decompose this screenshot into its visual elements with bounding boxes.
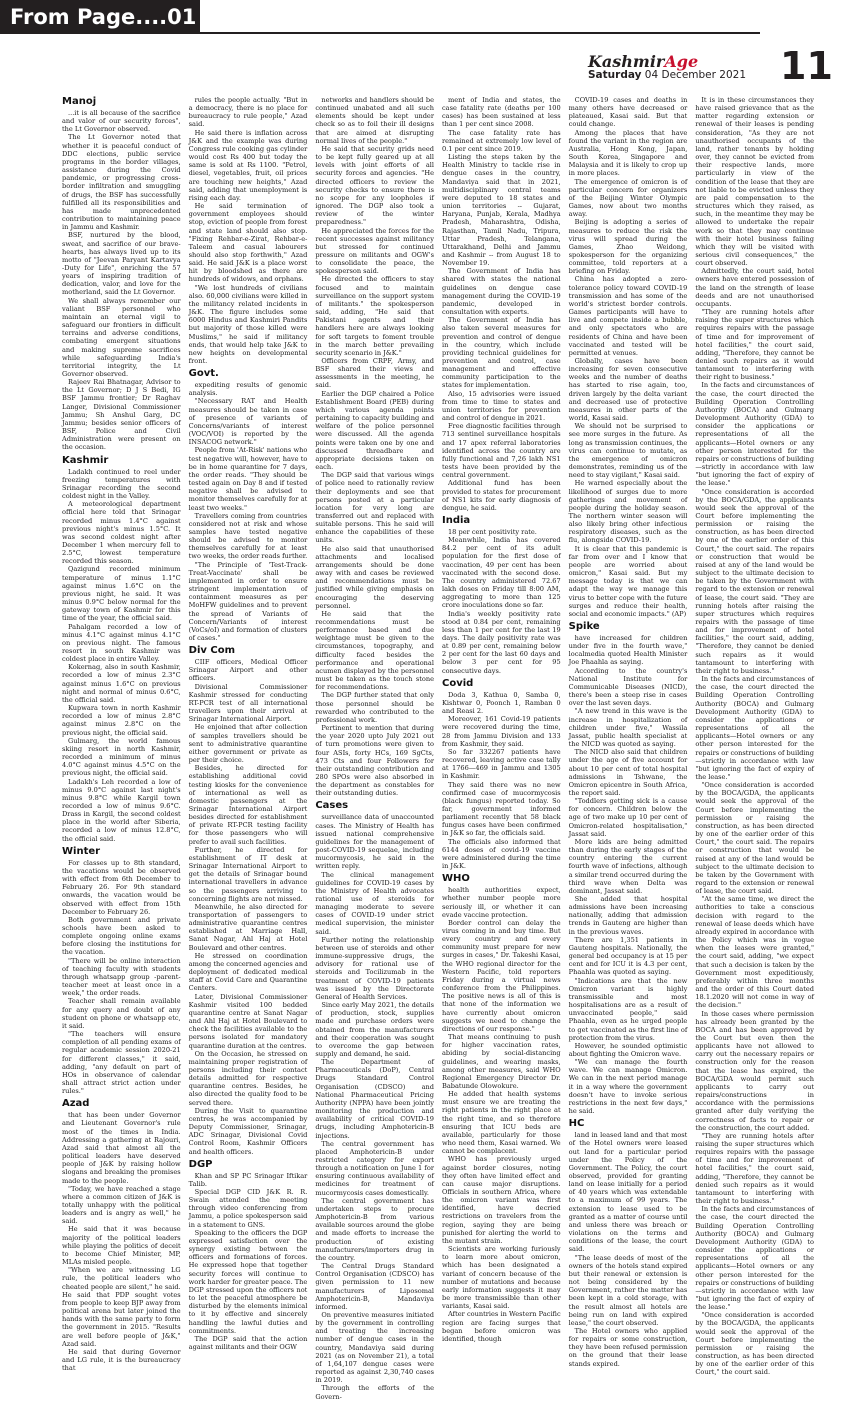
story-paragraph: More kids are being admitted than during the early stages of the country entering the current fourth wave of infections, although a similar trend occurred during the third wave when Delta was dominant, Jassat said. [568,837,688,895]
story-paragraph: that has been under Governor and Lieutenant Governor's rule most of the times in India. Addressing a gathering at Rajouri, Azad said that almost all the political leaders have deserved people of J&K by raising hollow slogans and breaking the promises made to the people. [62,1111,181,1185]
story-headline: WHO [441,873,470,885]
story-paragraph: He said that security grids need to be kept fully geared up at all levels with joint efforts of all security forces and agencies. "He directed officers to review the security checks to ensure there is no scope for any loopholes if ignored. The DGP also took a review of the winter preparedness." [315,144,434,227]
story-headline: Winter [62,845,101,857]
story-paragraph: 18 per cent positivity rate. [447,527,537,536]
masthead-rule [200,32,760,34]
story-paragraph: The DGP said that the action against militants and their OGW [188,1334,308,1351]
story-paragraph: Meanwhile, India has covered 84.2 per cent of its adult population for the first dose of vaccination, 49 per cent has been vaccinated with the second dose. The country administered 72.67 lakh doses on Friday till 8:00 AM, aggregating to more than 125 crore inoculations done so far. [441,536,561,610]
story-paragraph: Meanwhile, he also directed for transportation of passengers to administrative quarantine centres established at Marriage Hall, Sanat Nagar, Ahl Haj at Hotel Boulevard and other centres. [188,902,308,952]
story-headline: HC [568,1118,585,1130]
story-paragraph: He appreciated the forces for the recent successes against militancy but stressed for continued pressure on militants and OGW's to consolidate the peace, the spokesperson said. [315,226,434,276]
story-paragraph: People from 'At-Risk' nations who test negative will, however, have to be in home quarantine for 7 days, the order reads. "They should be tested again on Day 8 and if tested negative shall be advised to monitor themselves carefully for at least two weeks." [188,446,308,512]
story-paragraph: Through the efforts of the Govern- [315,1384,434,1401]
story-paragraph: The NICD also said that children under the age of five account for about 10 per cent of total hospital admissions in Tshwane, the Omicron epicentre in South Africa, the report said. [568,748,688,797]
column-5 [569,96,688,1401]
story-paragraph: He also said that unauthorised attachments and localised arrangements should be done away with and cases be reviewed and recommendations must be justified while giving emphasis on encouraging the deserving personnel. [315,544,434,610]
story-paragraph: BSF, nurtured by the blood, sweat, and sacrifice of our brave-hearts, has always lived up to its motto of "Jeevan Paryant Kartavya -Duty for Life", enriching the 57 years of inspiring tradition of dedication, valor, and love for the motherland, said the Lt Governor. [62,231,181,297]
story-paragraph: Listing the steps taken by the Health Ministry to tackle rise in dengue cases in the country, Mandaviya said that in 2021, multidisciplinary central teams were deputed to 18 states and union territories -- Gujarat, Haryana, Punjab, Kerala, Madhya Pradesh, Maharashtra, Odisha, Rajasthan, Tamil Nadu, Tripura, Uttar Pradesh, Telangana, Uttarakhand, Delhi and Jammu and Kashmir -- from August 18 to November 19. [441,153,561,268]
story-paragraph: "Once consideration is accorded by the BOCA/GDA, the applicants would seek the approval of the Court before implementing the permission or raising the construction, as has been directed by one of the earlier order of this Court," the court said. The repairs or construction that would be raised at any of the land would be subject to the ultimate decision to be taken by the Government with regard to the extension or renewal of lease, the court said. [695,781,814,896]
story-paragraph: Moreover, 161 Covid-19 patients were recovered during the time, 28 from Jammu Division and 133 from Kashmir, they said. [441,715,561,748]
story-paragraph: We shall always remember our valiant BSF personnel who maintain an eternal vigil to safeguard our frontiers in difficult terrains and adverse conditions, combating emergent situations and making supreme sacrifices while safeguarding India's territorial integrity, the Lt Governor observed. [62,296,181,378]
story-paragraph: The central government has placed Amphotericin-B under restricted category for export through a notification on June 1 for ensuring continuous availability of medicines for treatment of mucormycosis cases domestically. [315,1139,434,1197]
story-paragraph: The Hotel owners who applied for repairs or some construction, they have been refused permission on the ground that their lease stands expired. [568,1326,688,1368]
story-paragraph: Pahalgam recorded a low of minus 4.1°C against minus 4.1°C on previous night. The famous resort in south Kashmir was coldest place in entire Valley. [62,622,181,664]
story-paragraph: "We lost hundreds of civilians also. 60,000 civilians were killed in the militancy related incidents in J&K. The figure includes some 6000 Hindus and Kashmiri Pandits but majority of those killed were Muslims," he said if militancy ends, that would help take J&K to new heights on developmental front. [188,283,308,365]
story-paragraph: "They are running hotels after raising the super structures which requires repairs with the passage of time and for improvement of hotel facilities," the court said, adding, "Therefore, they cannot be denied such repairs as it would tantamount to interfering with their right to business." [695,308,814,382]
masthead [0,0,848,88]
story-paragraph: Among the places that have found the variant in the region are Australia, Hong Kong, Japan, South Korea, Singapore and Malaysia and it is likely to crop up in more places. [568,128,688,178]
story-paragraph: In the facts and circumstances of the case, the court directed the Building Operation Controlling Authority (BOCA) and Gulmarg Development Authority (GDA) to consider the applications or representations of all the applicants—Hotel owners or any other person interested for the repairs or constructions of building—strictly in accordance with law "but ignoring the fact of expiry of the lease." [695,381,814,488]
story-paragraph: "Today, we have reached a stage where a common citizen of J&K is totally unhappy with the political leaders and is angry as well," he said. [62,1184,181,1226]
story-paragraph: The Central Drugs Standard Control Organisation (CDSCO) has given permission to 11 new manufacturers of Liposomal Amphotericin-B, Mandaviya informed. [315,1262,434,1311]
story-paragraph: Kokernag, also in south Kashmir, recorded a low of minus 2.3°C against minus 1.6°C on previous night and normal of minus 0.6°C, the official said. [62,663,181,704]
story-paragraph: expediting results of genomic analysis. [188,381,308,398]
story-paragraph: He directed the officers to stay focused and to maintain surveillance on the support system of militants." the spokesperson said, adding, "He said that Pakistani agents and their handlers here are always looking for soft targets to foment trouble in the march better prevailing security scenario in J&K." [315,275,434,357]
story-paragraph: Additional fund has been provided to states for procurement of NS1 kits for early diagnosis of dengue, he said. [441,479,561,512]
story-paragraph: Divisional Commissioner Kashmir stressed for conducting RT-PCR test of all international travellers upon their arrival at Srinagar International Airport. [188,682,308,724]
story-paragraph: Travellers coming from countries considered not at risk and whose samples have tested negative should be advised to monitor themselves carefully for at least two weeks, the order reads further. [188,511,308,561]
story-paragraph: They said there was no new confirmed case of mucormycosis (black fungus) reported today. So far, government informed parliament recently that 58 black fungus cases have been confirmed in J&K so far, the officials said. [441,780,561,838]
story-paragraph: Globally, cases have been increasing for seven consecutive weeks and the number of deaths has started to rise again, too, driven largely by the delta variant and decreased use of protective measures in other parts of the world, Kasai said. [568,357,688,423]
story-paragraph: "We can manage the fourth wave. We can manage Omicron. We can in the next period manage it in a way where the government doesn't have to invoke serious restrictions in the next few days," he said. [568,1058,688,1116]
column-1 [62,96,181,1401]
story-paragraph: The case fatality rate has remained at extremely low level of 0.1 per cent since 2019. [441,128,561,153]
story-paragraph: Ladakh's Leh recorded a low of minus 9.0°C against last night's minus 9.8°C while Kargil town recorded a low of minus 9.6°C. Drass in Kargil, the second coldest place in the world after Siberia, recorded a low of minus 12.8°C, the official said. [62,777,181,843]
story-paragraph: In those cases where permission has already been granted by the BOCA and has been approved by the Court but even then the applicants have not allowed to carry out the necessary repairs or construction only for the reason that the lease has expired, the BOCA/GDA would permit such applicants to carry out repairs/constructions in accordance with the permissions granted after duly verifying the correctness of facts to repair or the construction, the court added. [695,1009,814,1132]
story-paragraph: It is clear that this pandemic is far from over and I know that people are worried about omicron," Kasai said. But my message today is that we can adapt the way we manage this virus to better cope with the future surges and reduce their health, social and economic impacts." (AP) [568,544,688,618]
story-paragraph: He said that during Governor and LG rule, it is the bureaucracy that [62,1347,181,1373]
dateline-date: 04 December 2021 [644,69,747,81]
story-paragraph: Scientists are working furiously to learn more about omicron, which has been designated a variant of concern because of the number of mutations and because early information suggests it may be more transmissible than other variants, Kasai said. [441,1245,561,1311]
story-paragraph: have increased for children under five in the fourth wave," localmedia quoted Health Minister Joe Phaahla as saying. [568,634,688,667]
story-paragraph: He enjoined that after collection of samples travellers should be sent to administrative quarantine either government or private as per their choice. [188,723,308,765]
story-paragraph: In the facts and circumstances of the case, the court directed the Building Operation Controlling Authority (BOCA) and Gulmarg Development Authority (GDA) to consider the applications or representations of all the applicants—Hotel owners or any other person interested for the repairs or constructions of building—strictly in accordance with law "but ignoring the fact of expiry of the lease." [695,1205,814,1312]
story-paragraph: A meteorological department official here told that Srinagar recorded minus 1.4°C against previous night's minus 1.5°C. It was second coldest night after December 1 when mercury fell to 2.5°C, lowest temperature recorded this season. [62,500,181,566]
story-paragraph: He said that it was because majority of the political leaders while playing the politics of deceit to become Chief Minister, MP, MLAs misled people. [62,1225,181,1267]
story-headline: India [441,514,471,526]
story-paragraph: ment of India and states, the case fatality rate (deaths per 100 cases) has been sustained at less than 1 per cent since 2008. [441,96,561,129]
story-paragraph: "Toddlers getting sick is a cause for concern. Children below the age of two make up 10 per cent of Omicron-related hospitalisation," Jassat said. [568,797,688,838]
story-paragraph: Qazigund recorded minimum temperature of minus 1.1°C against minus 1.6°C on the previous night, he said. It was minus 0.9°C below normal for the gateway town of Kashmir for this time of the year, the official said. [62,565,181,623]
story-paragraph: "Indications are that the new Omicron variant is highly transmissible and most hospitalisations are as a result of unvaccinated people," said Phaahla, even as he urged people to get vaccinated as the first line of protection from the virus. [568,976,688,1042]
story-paragraph: So far 332267 patients have recovered, leaving active case tally at 1766—469 in Jammu and 1305 in Kashmir. [441,747,561,781]
story-paragraph: According to the country's National Institute for Communicable Diseases (NICD), there's been a steep rise in cases over the last seven days. [568,666,688,708]
story-paragraph: Pertinent to mention that during the year 2020 upto July 2021 out of turn promotions were given to four ASIs, forty HCs, 169 SgCts, 473 Cts and four Followers for their outstanding contribution and 280 SPOs were also absorbed in the department as constables for their outstanding duties. [315,724,434,798]
story-headline: Spike [568,621,600,632]
story-paragraph: The officials also informed that 6144 doses of covid-19 vaccine were administered during the time in J&K. [441,837,561,871]
story-paragraph: He stressed on coordination among the concerned agencies and deployment of dedicated medical staff at Covid Care and Quarantine Centers. [188,951,308,993]
logo-main: Kashmir [588,52,665,71]
story-paragraph: Admittedly, the court said, hotel owners have entered possession of the land on the strength of lease deeds and are not unauthorised occupants. [695,267,814,308]
story-paragraph: Khan and SP PC Srinagar Iftikar Talib. [188,1171,308,1188]
story-paragraph: "They are running hotels after raising the super structures which requires repairs with the passage of time and for improvement of hotel facilities," the court said, adding, "Therefore, they cannot be denied such repairs as it would tantamount to interfering with their right to business." [695,1131,814,1206]
story-paragraph: "At the same time, we direct the authorities to take a conscious decision with regard to the renewal of lease deeds which have already expired in accordance with the Policy which was in vogue when the leases were granted," the court said, adding, "we expect that such a decision is taken by the Government most expeditiously, preferably within three months and the order of this Court dated 18.1.2020 will not come in way of the decision." [695,895,814,1010]
story-headline: Govt. [188,368,219,380]
story-paragraph: Doda 3, Kathua 0, Samba 0, Kishtwar 0, Poonch 1, Ramban 0 and Reasi 2. [441,690,561,716]
story-paragraph: Further, he directed for establishment of IT desk at Srinagar International Airport to get the details of Srinagar bound international travellers in advance so the passengers arriving to concerning flights are not missed. [188,845,308,903]
story-paragraph: CIIF officers, Medical Officer Srinagar Airport and other officers. [188,658,308,683]
story-paragraph: Since early May 2021, the details of production, stock, supplies made and purchase orders were obtained from the manufacturers and their cooperation was sought to overcome the gap between supply and demand, he said. [315,1001,434,1058]
story-paragraph: "Once consideration is accorded by the BOCA/GDA, the applicants would seek the approval of the Court before implementing the permission or raising the construction, as has been directed by one of the earlier order of this Court," the court said. [695,1311,814,1377]
story-paragraph: Both government and private schools have been asked to complete ongoing online exams before closing the institutions for the vacation. [62,915,181,957]
story-paragraph: "A new trend in this wave is the increase in hospitalization of children under five," Wassila Jassat, public health specialist at the NICD was quoted as saying. [568,707,688,749]
story-headline: Kashmir [62,454,109,466]
page-number: 11 [780,44,833,88]
story-paragraph: Speaking to the officers the DGP expressed satisfaction over the synergy existing between the officers and formations of forces. He expressed hope that together security forces will continue to work harder for greater peace. The DGP stressed upon the officers not to let the peaceful atmosphere be disturbed by the elements inimical to it by effective and sincerely handling the lawful duties and commitments. [188,1228,308,1335]
story-paragraph: surveillance data of unaccounted cases. The Ministry of Health has issued national comprehensive guidelines for the management of post-COVID-19 sequelae, including mucormycosis, he said in the written reply. [315,813,434,871]
story-paragraph: land in leased land and that most of the Hotel owners were leased out land for a particular period under the Policy of the Government. The Policy, the court observed, provided for granting land on lease initially for a period of 40 years which was extendable to a maximum of 99 years. The extension to lease used to be granted as a matter of course until and unless there was breach or violations on the terms and conditions of the lease, the court said. [568,1131,688,1254]
story-paragraph: Free diagnostic facilities through 713 sentinel surveillance hospitals and 17 apex referral laboratories identified across the country are fully functional and 7,26 lakh NS1 tests have been provided by the central government. [441,422,561,480]
story-paragraph: She added that hospital admissions have been increasing nationally, adding that admission trends in Gauteng are higher than in the previous waves. [568,895,688,936]
story-paragraph: Border control can delay the virus coming in and buy time. But every country and every community must prepare for new surges in cases," Dr. Takeshi Kasai, the WHO regional director for the Western Pacific, told reporters Friday during a virtual news conference from the Philippines. The positive news is all of this is that none of the information we have currently about omicron suggests we need to change the directions of our response." [441,918,561,1033]
story-paragraph: The Government of India has shared with states the national guidelines on dengue case management during the COVID-19 pandemic, developed in consultation with experts. [441,267,561,317]
story-paragraph: "The lease deeds of most of the owners of the hotels stand expired but their renewal or extension is not being considered by the Government, rather the matter has been kept in a cold storage, with the result almost all hotels are being run on land with expired lease," the court observed. [568,1253,688,1327]
story-headline: Azad [62,1098,90,1110]
story-headline: Manoj [62,96,97,107]
story-paragraph: That means continuing to push for higher vaccination rates, abiding by social-distancing guidelines, and wearing masks, among other measures, said WHO Regional Emergency Director Dr. Babatunde Olowokure. [441,1033,561,1090]
story-paragraph: We should not be surprised to see more surges in the future. As long as transmission continues, the virus can continue to mutate, as the emergence of omicron demonstrates, reminding us of the need to stay vigilant," Kasai said. [568,422,688,480]
story-paragraph: Kupwara town in north Kashmir recorded a low of minus 2.8°C against minus 2.8°C on the previous night, the official said. [62,704,181,737]
story-paragraph: There are 1,351 patients in Gauteng hospitals. Nationally, the general bed occupancy is at 15 per cent and for ICU it is 4.3 per cent, Phaahla was quoted as saying. [568,935,688,977]
article-columns [62,96,814,1401]
story-paragraph: The clinical management guidelines for COVID-19 cases by the Ministry of Health advocates rational use of steroids for managing moderate to severe cases of COVID-19 under strict medical supervision, the minister said. [315,870,434,936]
story-paragraph: During the Visit to quarantine centres, he was accompanied by Deputy Commissioner, Srinagar, ADC Srinagar, Divisional Covid Control Room, Kashmir Officers and health officers. [188,1106,308,1156]
story-paragraph: "The teachers will ensure completion of all pending exams of regular academic session 2020-21 for different classes," it said, adding, "any default on part of HOs in observance of calendar shall attract strict action under rules." [62,1030,181,1096]
story-paragraph: "When we are witnessing LG rule, the political leaders who cheated people are silent," he said. He said that PDP sought votes from people to keep BJP away from political arena but later joined the hands with the same party to form the government in 2015. "Results are well before people of J&K," Azad said. [62,1266,181,1348]
story-paragraph: He said there is inflation across J&K and the example was during Congress rule cooking gas cylinder would cost Rs 400 but today the same is sold at Rs 1100. "Petrol, diesel, vegetables, fruit, oil prices are touching new heights," Azad said, adding that unemployment is rising each day. [188,128,308,202]
story-paragraph: Earlier the DGP chaired a Police Establishment Board (PEB) during which various agenda points pertaining to capacity building and welfare of the police personnel were discussed. All the agenda points were taken one by one and discussed threadbare and appropriate decisions taken on each. [315,389,434,472]
story-paragraph: Also, 15 advisories were issued from time to time to states and union territories for prevention and control of dengue in 2021. [441,389,561,423]
story-paragraph: Special DGP CID J&K R. R. Swain attended the meeting through video conferencing from Jammu, a police spokesperson said in a statement to GNS. [188,1188,308,1229]
column-4 [442,96,561,1401]
story-headline: Div Com [188,645,236,657]
story-paragraph: networks and handlers should be continued unabated and all such elements should be kept under check so as to foil their ill designs that are aimed at disrupting normal lives of the people." [315,96,434,145]
story-paragraph: Later, Divisional Commissioner Kashmir visited 100 bedded quarantine centre at Sanat Nagar and Ahl Haj at Hotel Boulevard to check the facilities available to the persons isolated for mandatory quarantine duration at the centres. [188,992,308,1050]
story-paragraph: China has adopted a zero-tolerance policy toward COVID-19 transmission and has some of the world's strictest border controls. Games participants will have to live and compete inside a bubble, and only spectators who are residents of China and have been vaccinated and tested will be permitted at venues. [568,275,688,357]
story-paragraph: ...it is all because of the sacrifice and valor of our security forces", the Lt Governor observed. [62,109,181,134]
story-paragraph: Besides, he directed for establishing additional covid testing kiosks for the convenience of international as well as domestic passengers at the Srinagar International Airport besides directed for establishment of private RT-PCR testing facility for those passengers who will prefer to avail such facilities. [188,764,308,846]
story-paragraph: The Department of Pharmaceuticals (DoP), Central Drugs Standard Control Organisation (CDSCO) and National Pharmaceutical Pricing Authority (NPPA) have been jointly monitoring the production and availability of critical COVID-19 drugs, including Amphotericin-B injections. [315,1058,434,1140]
story-paragraph: He said termination of government employees should stop, eviction of people from forest and state land should also stop. "Fixing Rehbar-e-Zirat, Rehbar-e-Taleem and casual labourers should also stop forthwith," Azad said. He said J&K is a place worst hit by bloodshed as there are hundreds of widows, and orphans. [188,202,308,284]
story-paragraph: It is in these circumstances they have raised grievance that as the matter regarding extension or renewal of their leases is pending consideration, "As they are not unauthorised occupants of the land, rather tenants by holding over, they cannot be evicted from their respective lands, more particularly in view of the condition of the lease that they are not liable to be evicted unless they are paid compensation to the structures which they raised, as such, in the meantime they may be allowed to undertake the repair work so that they may continue with their hotel business failing which they will be visited with serious civil consequences," the court observed. [695,96,814,268]
story-paragraph: The central government has undertaken steps to procure Amphotericin-B from various available sources around the globe and made efforts to increase the production of existing manufacturers/importers drug in the country. [315,1196,434,1262]
column-6 [695,96,814,1401]
logo-accent: Age [664,52,699,71]
story-paragraph: "Necessary RAT and Health measures should be taken in case of presence of variants of Concerns/variants of interest (VOC/VOI) is reported by the INSACOG network." [188,397,308,447]
story-headline: Cases [315,800,349,812]
story-paragraph: WHO has previously urged against border closures, noting they often have limited effect and can cause major disruptions. Officials in southern Africa, where the omicron variant was first identified, have decried restrictions on travelers from the region, saying they are being punished for alerting the world to the mutant strain. [441,1155,561,1245]
story-paragraph: He said that the recommendations must be performance based and due weightage must be given to the circumstances, topography, and difficulty faced besides the performance and operational acumen displayed by the personnel must be taken as the touch stone for recommendations. [315,609,434,692]
story-paragraph: "There will be online interaction of teaching faculty with students through whatsapp group -parent-teacher meet at least once in a week," the order reads. [62,956,181,998]
story-paragraph: Beijing is adopting a series of measures to reduce the risk the virus will spread during the Games, Zhao Weidong, spokesperson for the organizing committee, told reporters at a briefing on Friday. [568,218,688,276]
story-paragraph: On preventive measures initiated by the government in controlling and treating the increasing number of dengue cases in the country, Mandaviya said during 2021 (as on November 21), a total of 1,64,107 dengue cases were reported as against 2,30,740 cases in 2019. [315,1310,434,1385]
column-2 [189,96,308,1401]
story-paragraph: India's weekly positivity rate stood at 0.84 per cent, remaining less than 1 per cent for the last 19 days. The daily positivity rate was at 0.89 per cent, remaining below 2 per cent for the last 60 days and below 3 per cent for 95 consecutive days. [441,609,561,675]
story-headline: Covid [441,677,474,689]
story-paragraph: The Lt Governor noted that whether it is peaceful conduct of DDC elections, public service programs in the border villages, assistance during the Covid pandemic, or progressing cross-border infiltration and smuggling of drugs, the BSF has successfully fulfilled all its responsibilities and has made unprecedented contribution to maintaining peace in Jammu and Kashmir. [62,133,181,232]
story-paragraph: Gulmarg, the world famous skiing resort in north Kashmir, recorded a minimum of minus 4.0°C against minus 4.5°C on the previous night, the official said. [62,736,181,778]
story-paragraph: For classes up to 8th standard, the vacations would be observed with effect from 6th December to February 26. For 9th standard onwards, the vacation would be observed with effect from 15th December to February 26. [62,858,181,916]
story-paragraph: The emergence of omicron is of particular concern for organizers of the Beijing Winter Olympic Games, now about two months away. [568,177,688,219]
story-paragraph: "The Principle of 'Test-Track-Treat-Vaccinate' shall be implemented in order to ensure stringent implementation of containment measures as per MoHFW guidelines and to prevent the spread of Variants of Concern/Variants of interest (VoCs/oI) and formation of clusters of cases." [188,560,308,642]
story-paragraph: The Government of India has also taken several measures for prevention and control of dengue in the country, which include providing technical guidelines for prevention and control, case management and effective community participation to the states for implementation. [441,316,561,390]
dateline [588,69,746,81]
story-paragraph: In the facts and circumstances of the case, the court directed the Building Operation Controlling Authority (BOCA) and Gulmarg Development Authority (GDA) to consider the applications or representations of all the applicants—Hotel owners or any other person interested for the repairs or constructions of building—strictly in accordance with law "but ignoring the fact of expiry of the lease." [695,675,814,781]
story-paragraph: After countries in Western Pacific region are facing surges that began before omicron was identified, though [441,1310,561,1343]
story-paragraph: Officers from CRPF, Army, and BSF shared their views and assessments in the meeting, he said. [315,357,434,390]
story-paragraph: He warned especially about the likelihood of surges due to more gatherings and movement of people during the holiday season. The northern winter season will also likely bring other infectious respiratory diseases, such as the flu, alongside COVID-19. [568,479,688,545]
story-paragraph: "Once consideration is accorded by the BOCA/GDA, the applicants would seek the approval of the Court before implementing the permission or raising the construction, as has been directed by one of the earlier order of this Court," the court said. The repairs or construction that would be raised at any of the land would be subject to the ultimate decision to be taken by the Government with regard to the extension or renewal of lease, the court said. "They are running hotels after raising the super structures which requires repairs with the passage of time and for improvement of hotel facilities," the court said, adding, "Therefore, they cannot be denied such repairs as it would tantamount to interfering with their right to business." [695,487,814,675]
story-paragraph: Teacher shall remain available for any query and doubt of any student on phone or whatsapp etc, it said. [62,997,181,1030]
story-paragraph: rules the people actually. "But in a democracy, there is no place for bureaucracy to rule people," Azad said. [188,96,308,129]
story-paragraph: He added that health systems must ensure we are treating the right patients in the right place at the right time, and so therefore ensuring that ICU beds are available, particularly for those who need them, Kasai warned. We cannot be complacent. [441,1090,561,1156]
story-paragraph: The DGP said that various wings of police need to rationally review their deployments and see that persons posted at a particular location for very long are transferred out and replaced with suitable persons. This he said will enhance the capabilities of these units. [315,471,434,545]
story-paragraph: Ladakh continued to reel under freezing temperatures with Srinagar recording the second coldest night in the Valley. [62,467,181,501]
dateline-day: Saturday [588,69,642,81]
story-paragraph: On the Occasion, he stressed on maintaining proper registration of persons including their contact details admitted for respective quarantine centres. Besides, he also directed the quality food to be served there. [188,1049,308,1107]
story-paragraph: Further noting the relationship between use of steroids and other immune-suppressive drugs, the advisory for rational use of steroids and Tocilizumab in the treatment of COVID-19 patients was issued by the Directorate General of Health Services. [315,935,434,1001]
story-paragraph: However, he sounded optimistic about fighting the Omicron wave. [568,1041,688,1058]
column-3 [315,96,434,1401]
story-paragraph: COVID-19 cases and deaths in many others have decreased or plateaued, Kasai said. But that could change. [568,96,688,129]
section-banner: From Page....01 [0,0,200,34]
story-paragraph: health authorities expect, whether number people more seriously ill, or whether it can evade vaccine protection. [441,886,561,919]
story-paragraph: The DGP further stated that only those personnel should be rewarded who contributed to the professional work. [315,691,434,724]
story-headline: DGP [188,1158,213,1170]
story-paragraph: Rajeev Rai Bhatnagar, Advisor to the Lt Governor; D J S Bedi, IG BSF Jammu frontier; Dr Raghav Langer, Divisional Commissioner Jammu; Sh Anshul Garg, DC Jammu; besides senior officers of BSF, Police and Civil Administration were present on the occasion. [62,378,181,452]
